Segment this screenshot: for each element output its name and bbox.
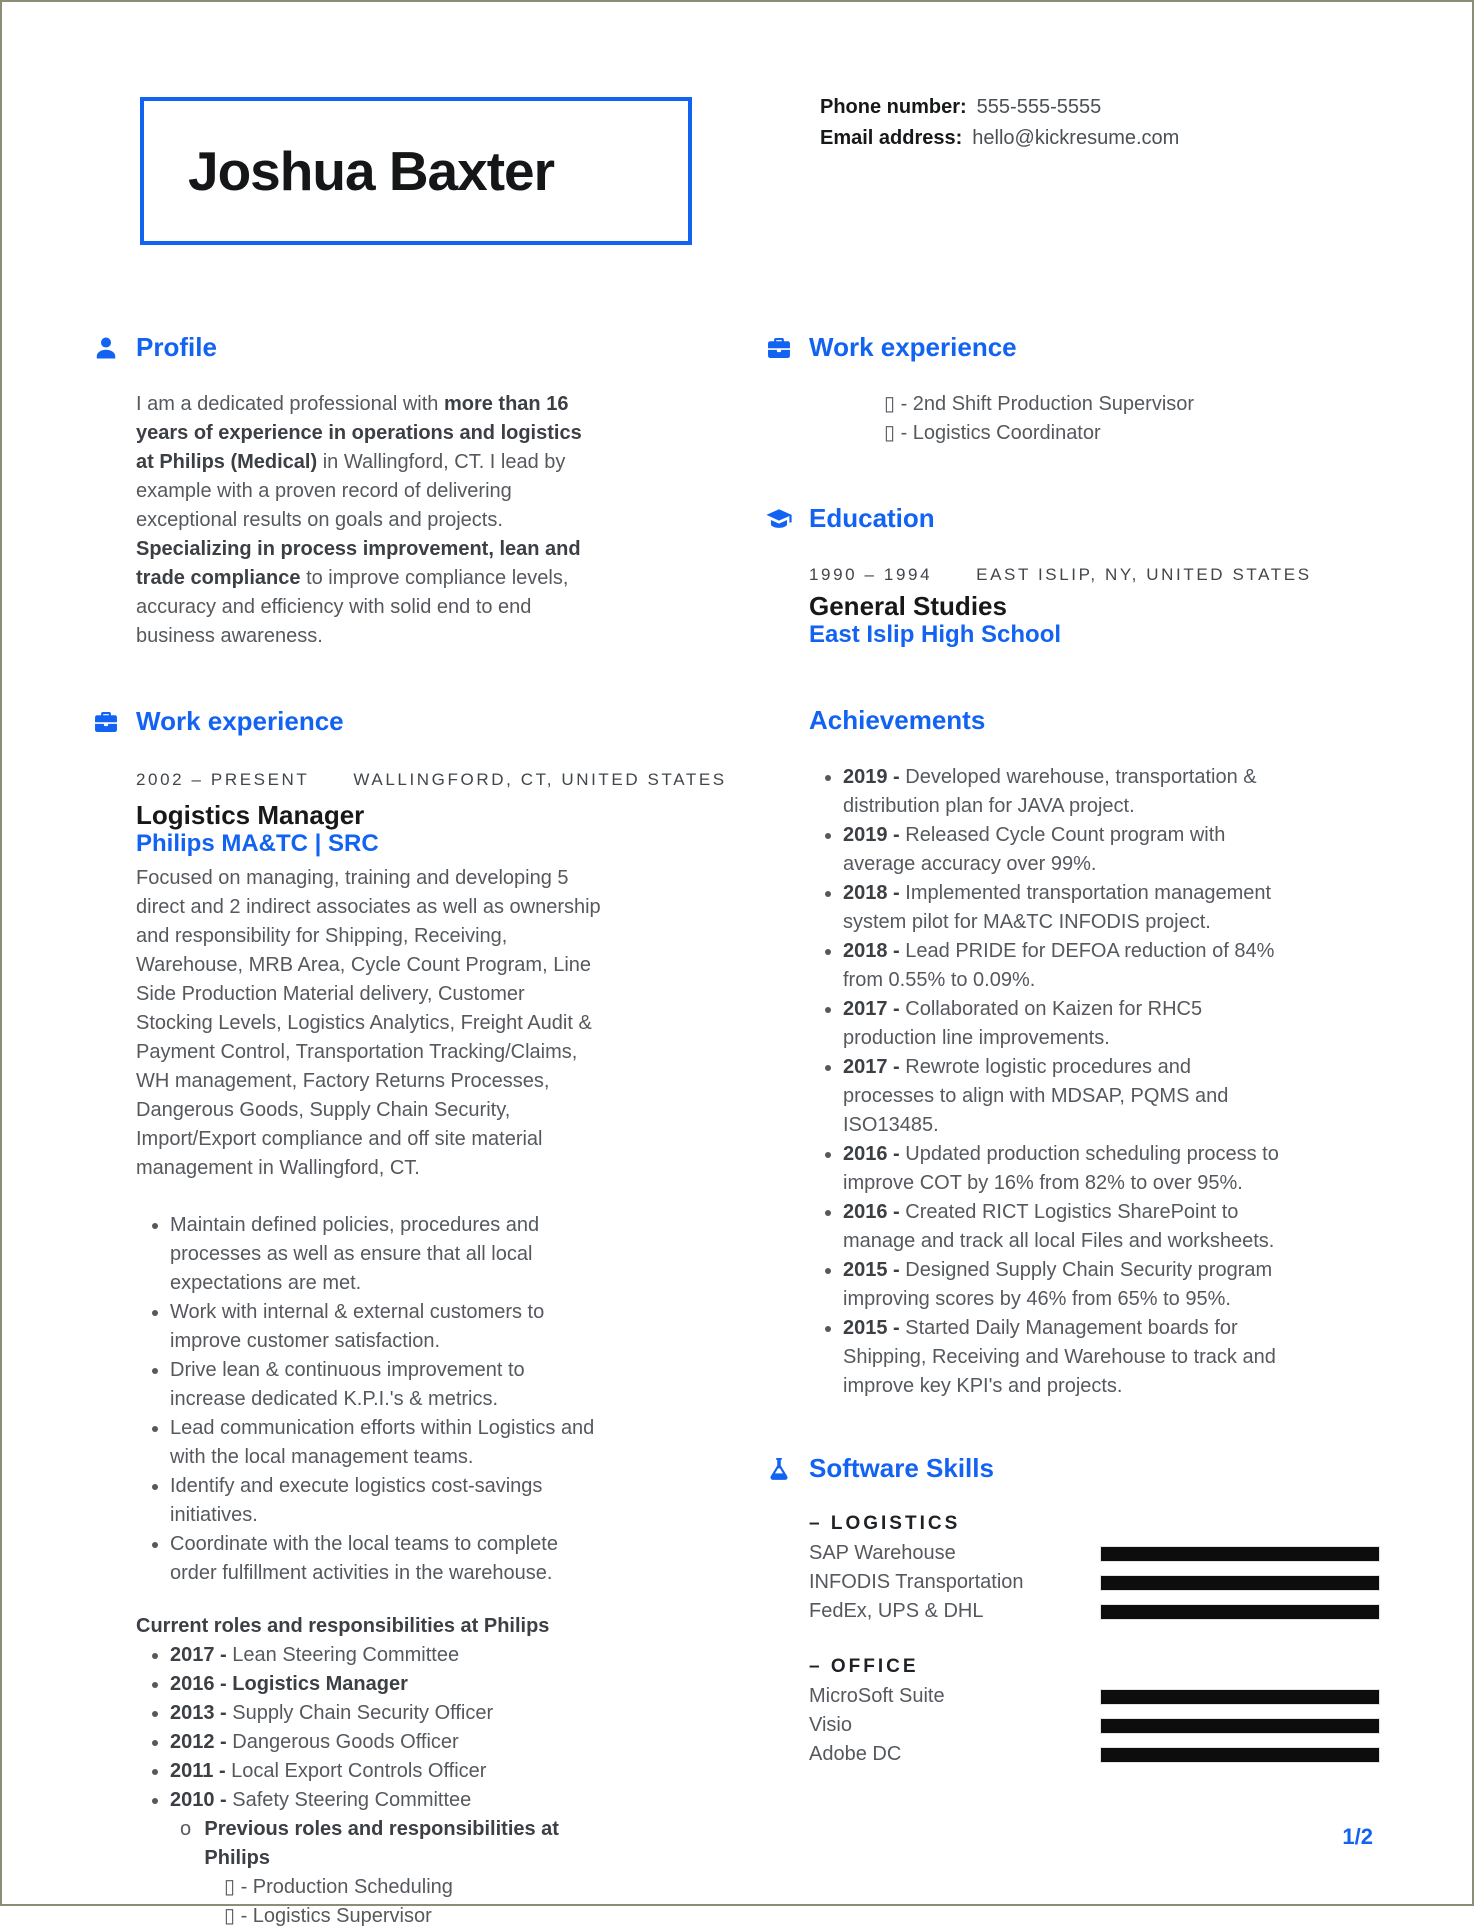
education-dates: 1990 – 1994 <box>809 565 933 584</box>
profile-section <box>92 332 604 651</box>
current-role: • 2013 - Supply Chain Security Officer <box>170 1699 604 1728</box>
briefcase-icon <box>765 334 793 362</box>
skill-bar <box>1101 1748 1379 1762</box>
skill-group-office: – OFFICE <box>809 1656 919 1677</box>
achievement: • 2016 - Updated production scheduling process to improve COT by 16% from 82% to over 95%. <box>843 1140 1279 1198</box>
profile-text <box>136 390 604 651</box>
email-value: hello@kickresume.com <box>972 127 1180 149</box>
person-icon <box>92 334 120 362</box>
achievements-section <box>765 705 1379 1401</box>
profile-seg: to improve compliance levels, accuracy and efficiency with solid end to end business awareness. <box>136 567 569 647</box>
job-description: Focused on managing, training and developing 5 direct and 2 indirect associates as well as ownership and responsibility for Shipping, Receiving, Warehouse, MRB Area, Cycle Count Program, Line Side Production Material delivery, Customer Stocking Levels, Logistics Analytics, Freight Audit & Payment Control, Transportation Tracking/Claims, WH management, Factory Returns Processes, Dangerous Goods, Supply Chain Security, Import/Export compliance and off site material management in Wallingford, CT. <box>136 867 601 1179</box>
skill-bar <box>1101 1719 1379 1733</box>
profile-seg: in Wallingford, CT. I lead by example with a proven record of delivering exceptional results on goals and projects. <box>136 451 566 531</box>
degree: General Studies <box>809 591 1007 621</box>
skill-bar <box>1101 1690 1379 1704</box>
software-skills-section <box>765 1453 1379 1769</box>
current-roles-list <box>136 1641 604 1815</box>
profile-title: Profile <box>136 332 217 362</box>
other-work-item: ▯ - Logistics Coordinator <box>884 422 1101 444</box>
job-bullet: • Lead communication efforts within Logistics and with the local management teams. <box>170 1414 604 1472</box>
previous-role-item: ▯ - Production Scheduling <box>224 1876 453 1898</box>
achievement: • 2016 - Created RICT Logistics SharePoint to manage and track all local Files and worksheets. <box>843 1198 1279 1256</box>
company-name: Philips MA&TC | SRC <box>136 830 379 857</box>
skill-bar <box>1101 1547 1379 1561</box>
skill-rows-logistics <box>809 1539 1379 1626</box>
profile-seg: I am a dedicated professional with <box>136 393 444 415</box>
skill-rows-office <box>809 1682 1379 1769</box>
skill-row: Visio <box>809 1711 1379 1740</box>
software-skills-title: Software Skills <box>809 1453 994 1483</box>
work-dates: 2002 – PRESENT <box>136 770 310 789</box>
job-bullet: • Identify and execute logistics cost-savings initiatives. <box>170 1472 604 1530</box>
current-role: • 2017 - Lean Steering Committee <box>170 1641 604 1670</box>
current-role: • 2011 - Local Export Controls Officer <box>170 1757 604 1786</box>
achievement: • 2017 - Collaborated on Kaizen for RHC5 production line improvements. <box>843 995 1279 1053</box>
briefcase-icon <box>92 708 120 736</box>
left-column <box>92 332 727 1931</box>
skill-row: MicroSoft Suite <box>809 1682 1379 1711</box>
other-work-item: ▯ - 2nd Shift Production Supervisor <box>884 393 1195 415</box>
achievement: • 2015 - Designed Supply Chain Security program improving scores by 46% from 65% to 95%. <box>843 1256 1279 1314</box>
education-title: Education <box>809 503 935 533</box>
phone-label: Phone number: <box>820 96 967 118</box>
page-number: 1/2 <box>1342 1824 1373 1849</box>
phone-value: 555-555-5555 <box>976 96 1102 118</box>
achievement: • 2018 - Implemented transportation management system pilot for MA&TC INFODIS project. <box>843 879 1279 937</box>
work-title-left: Work experience <box>136 706 344 736</box>
work-title-right: Work experience <box>809 332 1017 362</box>
current-role: • 2010 - Safety Steering Committee <box>170 1786 604 1815</box>
school-name: East Islip High School <box>809 621 1062 648</box>
work-location: WALLINGFORD, CT, UNITED STATES <box>353 770 727 789</box>
flask-icon <box>765 1455 793 1483</box>
previous-roles-title: Previous roles and responsibilities at Philips <box>204 1818 559 1869</box>
candidate-name: Joshua Baxter <box>188 140 555 202</box>
education-location: EAST ISLIP, NY, UNITED STATES <box>976 565 1312 584</box>
skill-row: INFODIS Transportation <box>809 1568 1379 1597</box>
achievements-title: Achievements <box>809 705 986 735</box>
achievement: • 2017 - Rewrote logistic procedures and processes to align with MDSAP, PQMS and ISO13485. <box>843 1053 1279 1140</box>
education-section <box>765 503 1379 649</box>
job-bullet: • Work with internal & external customers to improve customer satisfaction. <box>170 1298 604 1356</box>
header <box>2 2 1472 252</box>
previous-roles-block <box>136 1815 604 1931</box>
achievements-list <box>809 763 1279 1401</box>
skill-bar <box>1101 1605 1379 1619</box>
graduation-cap-icon <box>765 505 793 533</box>
contact-email-row <box>820 123 1179 154</box>
work-meta <box>136 770 727 790</box>
job-title: Logistics Manager <box>136 800 365 830</box>
job-bullet: • Coordinate with the local teams to complete order fulfillment activities in the warehouse. <box>170 1530 604 1588</box>
job-bullet-list <box>136 1211 604 1588</box>
work-experience-section-right <box>765 332 1379 448</box>
skill-row: Adobe DC <box>809 1740 1379 1769</box>
job-bullet: • Drive lean & continuous improvement to increase dedicated K.P.I.'s & metrics. <box>170 1356 604 1414</box>
skill-group-logistics: – LOGISTICS <box>809 1513 961 1534</box>
columns <box>2 332 1472 1931</box>
skill-row: FedEx, UPS & DHL <box>809 1597 1379 1626</box>
achievement: • 2018 - Lead PRIDE for DEFOA reduction of 84% from 0.55% to 0.09%. <box>843 937 1279 995</box>
other-work-items <box>884 390 1379 448</box>
job-bullet: • Maintain defined policies, procedures and processes as well as ensure that all local expectations are met. <box>170 1211 604 1298</box>
current-role: • 2016 - Logistics Manager <box>170 1670 604 1699</box>
name-box <box>140 97 692 245</box>
previous-role-item: ▯ - Logistics Supervisor <box>224 1905 432 1927</box>
skill-row: SAP Warehouse <box>809 1539 1379 1568</box>
right-column <box>765 332 1379 1931</box>
email-label: Email address: <box>820 127 963 149</box>
achievement: • 2015 - Started Daily Management boards for Shipping, Receiving and Warehouse to track and improve key KPI's and projects. <box>843 1314 1279 1401</box>
current-roles-title: Current roles and responsibilities at Philips <box>136 1615 550 1637</box>
work-experience-section-left <box>92 706 727 1931</box>
previous-roles-heading <box>180 1815 604 1873</box>
contact-info <box>820 92 1179 154</box>
profile-seg-bold: Specializing in process improvement, lean and trade compliance <box>136 538 581 589</box>
achievement: • 2019 - Released Cycle Count program with average accuracy over 99%. <box>843 821 1279 879</box>
circle-marker: o <box>180 1818 192 1840</box>
contact-phone-row <box>820 92 1179 123</box>
skill-bar <box>1101 1576 1379 1590</box>
education-meta <box>809 565 1379 585</box>
current-role: • 2012 - Dangerous Goods Officer <box>170 1728 604 1757</box>
achievement: • 2019 - Developed warehouse, transportation & distribution plan for JAVA project. <box>843 763 1279 821</box>
profile-seg-bold: more than 16 years of experience in operations and logistics at Philips (Medical) <box>136 393 582 473</box>
